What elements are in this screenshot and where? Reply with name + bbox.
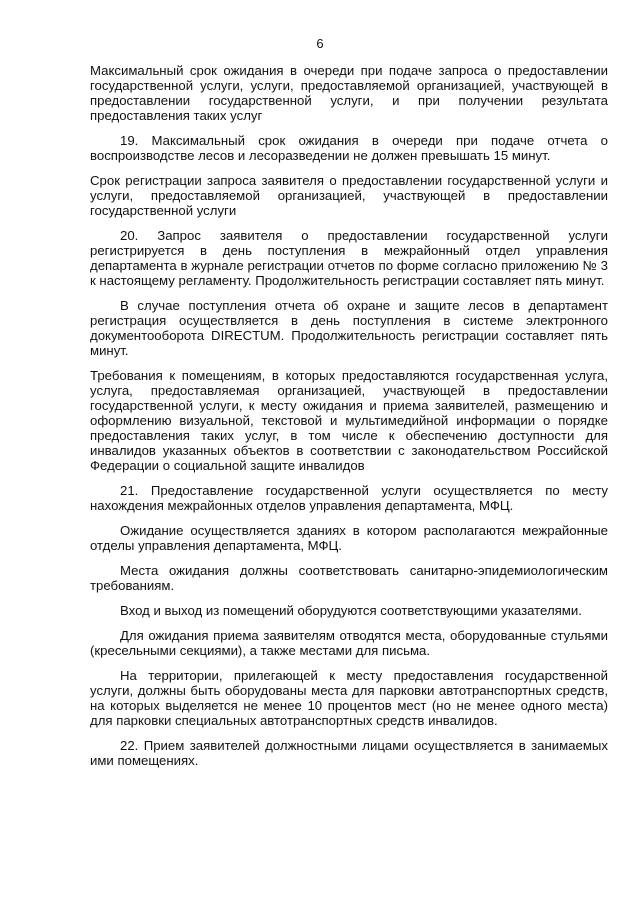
paragraph-parking: На территории, прилегающей к месту предоставления государственной услуги, должны быть оборудованы места для парковки автотранспортных средств, на которых выделяется не менее 10 процентов мест (но не менее одного места) для парковки специальных автотранспортных средств инвалидов. <box>90 668 608 728</box>
clause-21: 21. Предоставление государственной услуги осуществляется по месту нахождения межрайонных отделов управления департамента, МФЦ. <box>90 483 608 513</box>
heading-premises-requirements: Требования к помещениям, в которых предоставляются государственная услуга, услуга, предоставляемая организацией, участвующей в предоставлении государственной услуги, к месту ожидания и приема заявителей, размещению и оформлению визуальной, текстовой и мультимедийной информации о порядке предоставления таких услуг, в том числе к обеспечению доступности для инвалидов указанных объектов в соответствии с законодательством Российской Федерации о социальной защите инвалидов <box>90 368 608 473</box>
paragraph-signage: Вход и выход из помещений оборудуются соответствующими указателями. <box>120 603 582 618</box>
heading-waiting-time: Максимальный срок ожидания в очереди при подаче запроса о предоставлении государственной услуги, услуги, предоставляемой организацией, участвующей в предоставлении государственной услуги, и при получении результата предоставления таких услуг <box>90 63 608 123</box>
heading-registration-time: Срок регистрации запроса заявителя о предоставлении государственной услуги и услуги, предоставляемой организацией, участвующей в предоставлении государственной услуги <box>90 173 608 218</box>
paragraph-waiting-location: Ожидание осуществляется зданиях в котором располагаются межрайонные отделы управления департамента, МФЦ. <box>90 523 608 553</box>
clause-19: 19. Максимальный срок ожидания в очереди при подаче отчета о воспроизводстве лесов и лесоразведении не должен превышать 15 минут. <box>90 133 608 163</box>
clause-22: 22. Прием заявителей должностными лицами осуществляется в занимаемых ими помещениях. <box>90 738 608 768</box>
document-body <box>90 63 608 778</box>
paragraph-sanitary: Места ожидания должны соответствовать санитарно-эпидемиологическим требованиям. <box>90 563 608 593</box>
paragraph-directum: В случае поступления отчета об охране и защите лесов в департамент регистрация осуществляется в день поступления в системе электронного документооборота DIRECTUM. Продолжительность регистрации составляет пять минут. <box>90 298 608 358</box>
page-number: 6 <box>316 36 324 51</box>
clause-20: 20. Запрос заявителя о предоставлении государственной услуги регистрируется в день поступления в межрайонный отдел управления департамента в журнале регистрации отчетов по форме согласно приложению № 3 к настоящему регламенту. Продолжительность регистрации составляет пять минут. <box>90 228 608 288</box>
paragraph-seating: Для ожидания приема заявителям отводятся места, оборудованные стульями (кресельными секциями), а также местами для письма. <box>90 628 608 658</box>
